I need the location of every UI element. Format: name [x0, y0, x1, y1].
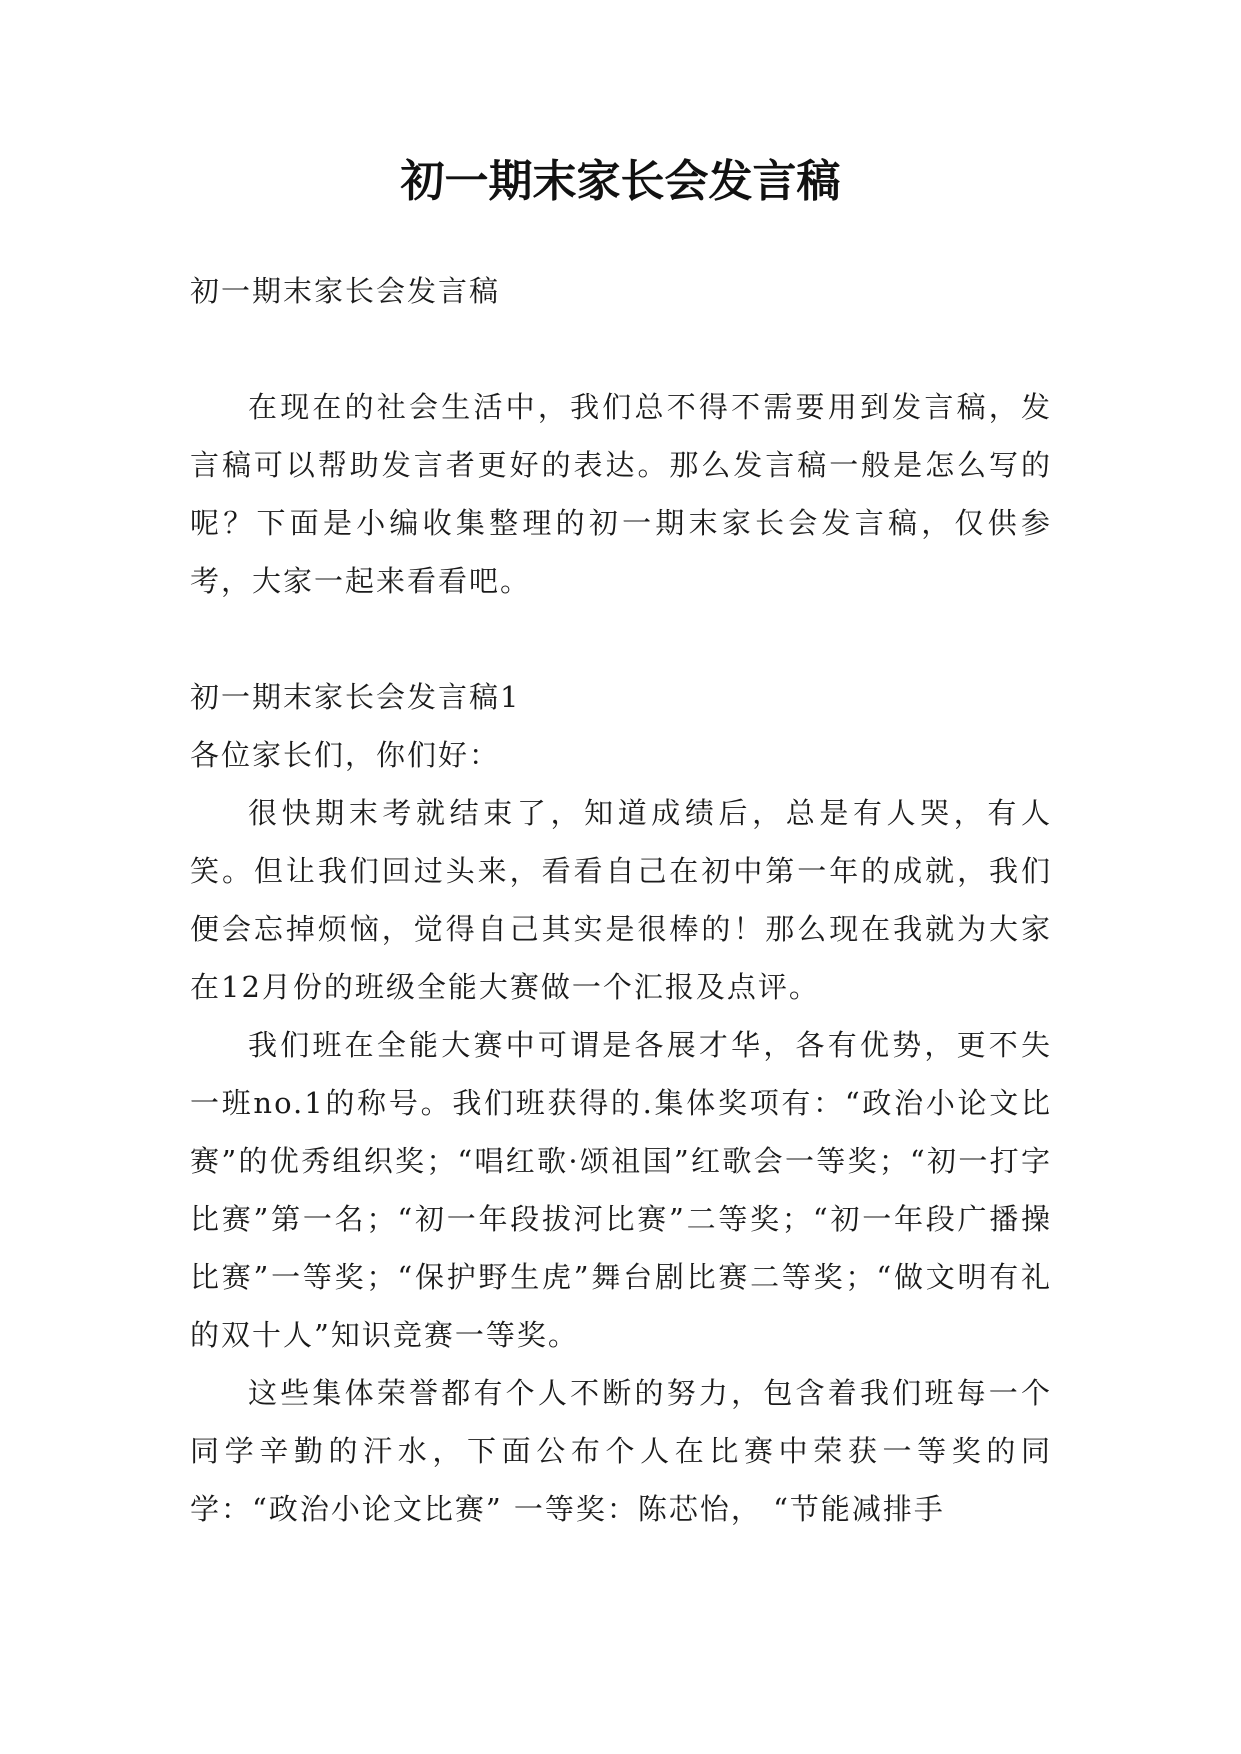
section-heading: 初一期末家长会发言稿1	[190, 680, 521, 714]
body-paragraph-3: 这些集体荣誉都有个人不断的努力，包含着我们班每一个同学辛勤的汗水，下面公布个人在比赛中荣获一等奖的同学：“政治小论文比赛” 一等奖：陈芯怡， “节能减排手	[190, 1376, 1052, 1526]
greeting-line: 各位家长们，你们好：	[190, 738, 501, 772]
body-paragraph-2: 我们班在全能大赛中可谓是各展才华，各有优势，更不失一班no.1的称号。我们班获得的.集体奖项有：“政治小论文比赛”的优秀组织奖；“唱红歌·颂祖国”红歌会一等奖；“初一打字比赛”第一名；“初一年段拔河比赛”二等奖；“初一年段广播操比赛”一等奖；“保护野生虎”舞台剧比赛二等奖；“做文明有礼的双十人”知识竞赛一等奖。	[190, 1028, 1052, 1352]
document-subtitle: 初一期末家长会发言稿	[190, 274, 501, 308]
intro-paragraph: 在现在的社会生活中，我们总不得不需要用到发言稿，发言稿可以帮助发言者更好的表达。那么发言稿一般是怎么写的呢？下面是小编收集整理的初一期末家长会发言稿，仅供参考，大家一起来看看吧。	[190, 390, 1052, 598]
document-title: 初一期末家长会发言稿	[400, 156, 841, 207]
body-paragraph-1: 很快期末考就结束了，知道成绩后，总是有人哭，有人笑。但让我们回过头来，看看自己在初中第一年的成就，我们便会忘掉烦恼，觉得自己其实是很棒的！那么现在我就为大家在12月份的班级全能大赛做一个汇报及点评。	[190, 796, 1052, 1004]
document-body	[190, 262, 1052, 1538]
